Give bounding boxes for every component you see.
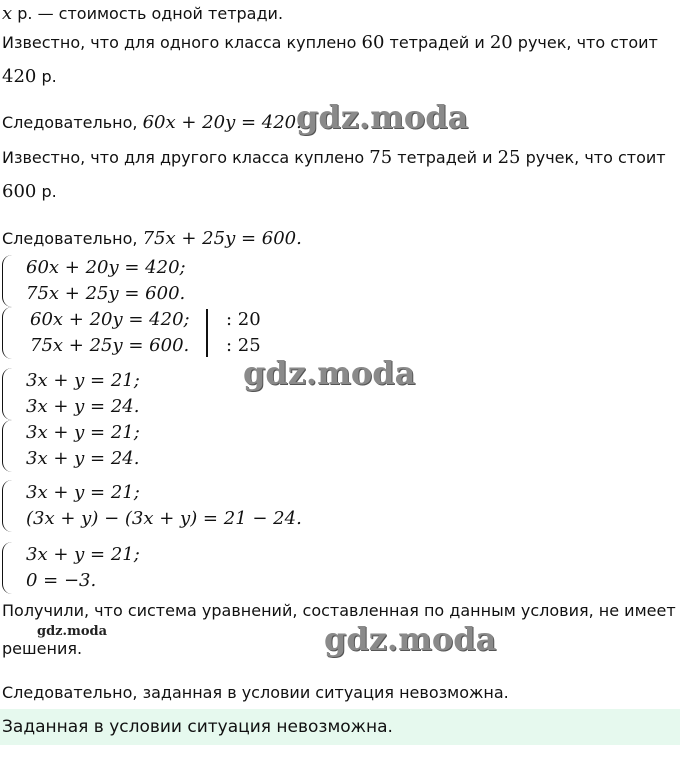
- intro-line: [2, 4, 283, 24]
- text: Известно, что для одного класса куплено: [2, 33, 362, 52]
- text: Известно, что для другого класса куплено: [2, 148, 370, 167]
- watermark-logo: gdz.moda: [324, 620, 497, 658]
- equation-system-6: [2, 542, 202, 594]
- var-x: x: [2, 3, 13, 24]
- equation: 60x + 20y = 420.: [142, 112, 302, 133]
- unit: р.: [36, 67, 57, 86]
- equation: 75x + 25y = 600.: [142, 228, 302, 249]
- divisor: : 20: [226, 309, 261, 330]
- equation-row: 3x + y = 24.: [26, 396, 140, 417]
- x-description: р. — стоимость одной тетради.: [12, 4, 284, 23]
- text: тетрадей и: [392, 148, 498, 167]
- equation-row: 75x + 25y = 600.: [30, 335, 190, 356]
- text: ручек, что стоит: [512, 33, 658, 52]
- text: ручек, что стоит: [520, 148, 666, 167]
- text: Следовательно,: [2, 113, 143, 132]
- result-line-1: Получили, что система уравнений, составленная по данным условия, не имеет: [2, 601, 676, 620]
- number: 25: [497, 147, 521, 168]
- number: 60: [361, 32, 385, 53]
- number: 20: [489, 32, 513, 53]
- equation-row: 3x + y = 21;: [26, 544, 140, 565]
- brace: [2, 480, 15, 532]
- equation-row: 3x + y = 24.: [26, 448, 140, 469]
- watermark-logo-small: gdz.moda: [37, 624, 108, 639]
- equation-row: 3x + y = 21;: [26, 482, 140, 503]
- equation-system-3: [2, 368, 202, 420]
- equation-system-2: [2, 307, 302, 359]
- equation-row: 0 = −3.: [26, 570, 97, 591]
- unit: р.: [36, 182, 57, 201]
- final-conclusion: Следовательно, заданная в условии ситуация невозможна.: [2, 683, 509, 702]
- watermark-logo: gdz.moda: [243, 354, 416, 392]
- number: 420: [2, 66, 37, 87]
- answer-text: Заданная в условии ситуация невозможна.: [2, 717, 393, 737]
- paragraph-1-cost: [2, 67, 57, 87]
- answer-box: [0, 709, 680, 745]
- brace: [2, 255, 15, 307]
- brace: [2, 368, 15, 420]
- conclusion-1: [2, 113, 302, 133]
- equation-row: 60x + 20y = 420;: [30, 309, 190, 330]
- equation-row: 75x + 25y = 600.: [26, 283, 186, 304]
- equation-row: 60x + 20y = 420;: [26, 257, 186, 278]
- paragraph-2: [2, 148, 666, 168]
- text: Следовательно,: [2, 229, 143, 248]
- paragraph-2-cost: [2, 182, 57, 202]
- equation-row: (3x + y) − (3x + y) = 21 − 24.: [26, 508, 302, 529]
- text: тетрадей и: [384, 33, 490, 52]
- equation-system-1: [2, 255, 242, 307]
- result-line-2: решения.: [2, 639, 83, 658]
- divider-bar: [206, 309, 208, 357]
- number: 75: [369, 147, 393, 168]
- equation-row: 3x + y = 21;: [26, 370, 140, 391]
- brace: [2, 420, 15, 472]
- number: 600: [2, 181, 37, 202]
- equation-row: 3x + y = 21;: [26, 422, 140, 443]
- paragraph-1: [2, 33, 658, 53]
- brace: [2, 307, 15, 359]
- watermark-logo: gdz.moda: [296, 98, 469, 136]
- equation-system-5: [2, 480, 332, 532]
- equation-system-4: [2, 420, 202, 472]
- conclusion-2: [2, 229, 302, 249]
- divisor: : 25: [226, 335, 261, 356]
- brace: [2, 542, 15, 594]
